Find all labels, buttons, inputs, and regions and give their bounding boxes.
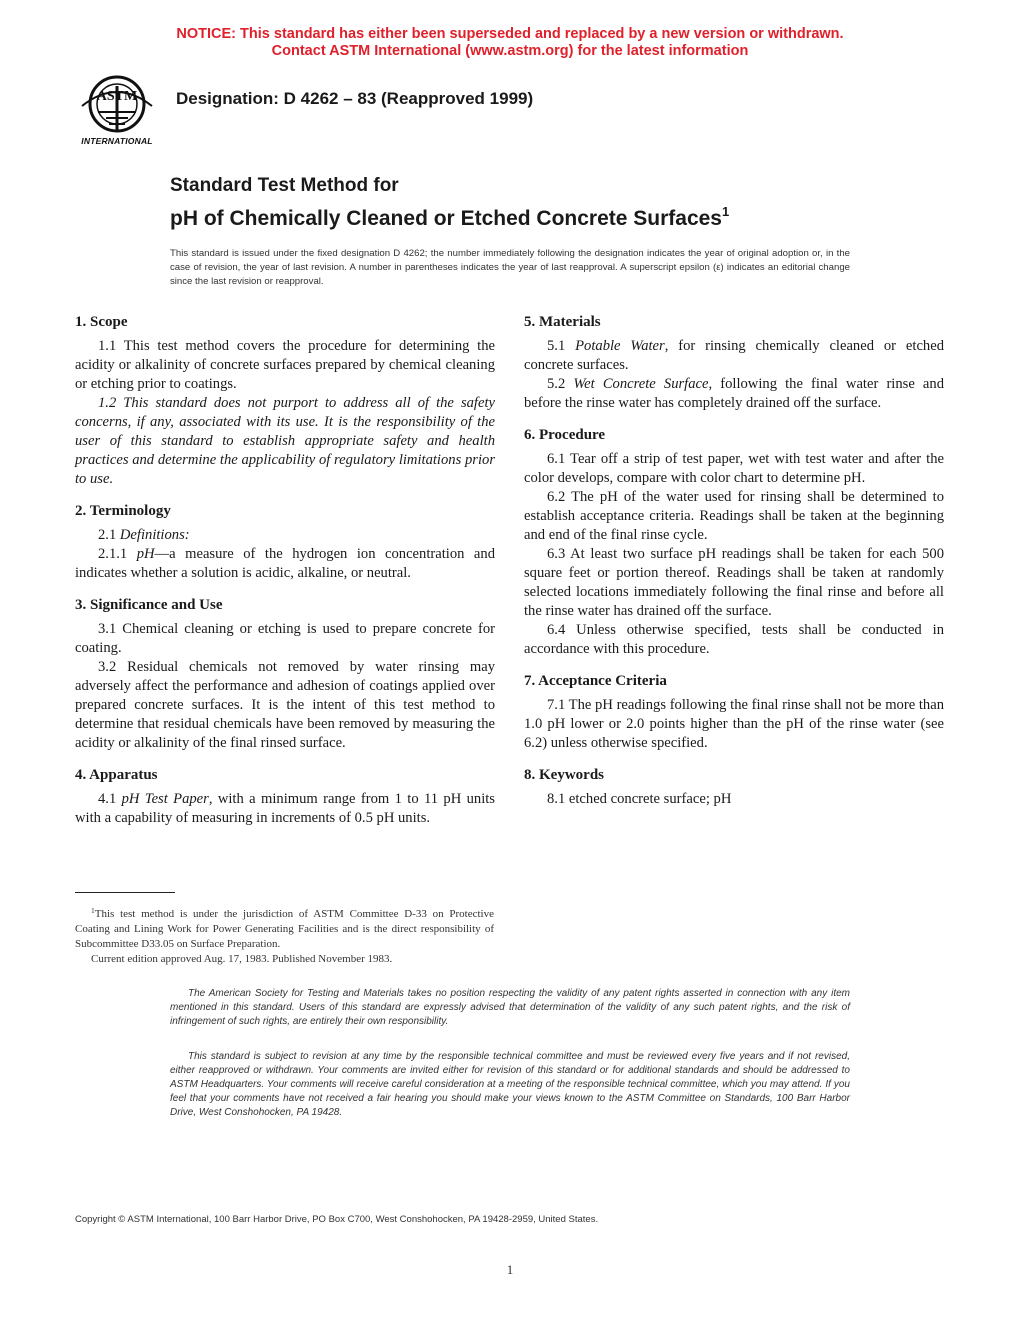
astm-logo [74,72,160,150]
footnote-ref: 1 [91,906,95,915]
paragraph-5-2-term: Wet Concrete Surface [573,376,709,392]
footnote-divider [75,892,175,893]
notice-line-2: Contact ASTM International (www.astm.org) for the latest information [271,43,749,59]
title-line-1: Standard Test Method for [170,175,399,196]
paragraph-1-1: 1.1 This test method covers the procedure for determining the acidity or alkalinity of concrete surfaces prepared by chemical cleaning or etching prior to coatings. [75,338,495,392]
title-footnote-ref: 1 [722,204,730,219]
section-heading-materials: 5. Materials [524,314,601,330]
paragraph-5-1 [524,337,944,375]
footnote-2: Current edition approved Aug. 17, 1983. Published November 1983. [91,953,393,965]
paragraph-8-1: 8.1 etched concrete surface; pH [547,791,732,807]
paragraph-6-3: 6.3 At least two surface pH readings shall be taken for each 500 square feet or portion thereof. Readings shall be taken at randomly selected locations immediately following the final rinse and before all the rinse water has drained off the surface. [524,546,944,619]
paragraph-2-1-1-num: 2.1.1 [98,546,137,562]
paragraph-1-2: 1.2 This standard does not purport to address all of the safety concerns, if any, associated with its use. It is the responsibility of the user of this standard to establish appropriate safety and health practices and determine the applicability of regulatory limitations prior to use. [75,395,495,487]
section-heading-significance: 3. Significance and Use [75,597,223,613]
paragraph-2-1 [75,526,495,545]
paragraph-2-1-1 [75,545,495,583]
logo-mark-letters: ASTM [96,89,138,104]
logo-international-text: INTERNATIONAL [81,136,153,146]
paragraph-5-2-num: 5.2 [547,376,574,392]
right-column [524,313,944,809]
paragraph-4-1-num: 4.1 [98,791,122,807]
footnote [75,903,494,967]
paragraph-3-1: 3.1 Chemical cleaning or etching is used to prepare concrete for coating. [75,621,495,656]
paragraph-5-2-text: , following the final water rinse and before the rinse water has completely drained off the surface. [524,376,944,411]
document-title [170,174,729,233]
footnote-1-text: This test method is under the jurisdiction of ASTM Committee D-33 on Protective Coating and Lining Work for Power Generating Facilities and is the direct responsibility of Subcommittee D33.05 on Surface Preparation. [75,908,494,950]
notice-banner [0,26,1020,60]
paragraph-2-1-1-text: —a measure of the hydrogen ion concentration and indicates whether a solution is acidic, alkaline, or neutral. [75,546,495,581]
paragraph-5-1-text: , for rinsing chemically cleaned or etched concrete surfaces. [524,338,944,373]
patent-disclaimer: The American Society for Testing and Materials takes no position respecting the validity of any patent rights asserted in connection with any item mentioned in this standard. Users of this standard are expressly advised that determination of the validity of any such patent rights, and the risk of infringement of such rights, are entirely their own responsibility. [170,988,850,1027]
section-heading-acceptance: 7. Acceptance Criteria [524,673,667,689]
notice-line-1: NOTICE: This standard has either been superseded and replaced by a new version or withdrawn. [176,26,844,42]
copyright: Copyright © ASTM International, 100 Barr Harbor Drive, PO Box C700, West Conshohocken, PA 19428-2959, United States. [75,1214,599,1225]
section-heading-terminology: 2. Terminology [75,503,171,519]
paragraph-2-1-1-term: pH [136,546,155,562]
paragraph-6-4: 6.4 Unless otherwise specified, tests shall be conducted in accordance with this procedure. [524,622,944,657]
paragraph-5-2 [524,375,944,413]
section-heading-procedure: 6. Procedure [524,427,606,443]
section-heading-keywords: 8. Keywords [524,767,604,783]
designation: Designation: D 4262 – 83 (Reapproved 1999) [176,89,534,108]
paragraph-5-1-term: Potable Water [575,338,665,354]
page-number: 1 [506,1262,514,1277]
title-line-2-text: pH of Chemically Cleaned or Etched Concrete Surfaces [170,207,722,230]
footnote-1 [75,903,494,952]
section-heading-scope: 1. Scope [75,314,128,330]
section-heading-apparatus: 4. Apparatus [75,767,158,783]
left-column [75,313,495,828]
paragraph-3-2: 3.2 Residual chemicals not removed by water rinsing may adversely affect the performance and adhesion of coatings applied over prepared concrete surfaces. It is the intent of this test method to determine that residual chemicals have been removed by measuring the acidity or alkalinity of the final rinsed surface. [75,659,495,751]
paragraph-2-1-term: Definitions: [119,527,190,543]
astm-logo-icon [74,72,160,136]
title-line-2 [170,198,729,233]
paragraph-7-1: 7.1 The pH readings following the final rinse shall not be more than 1.0 pH lower or 2.0 points higher than the pH of the rinse water (see 6.2) unless otherwise specified. [524,697,944,751]
paragraph-6-1: 6.1 Tear off a strip of test paper, wet with test water and after the color develops, compare with color chart to determine pH. [524,451,944,486]
paragraph-5-1-num: 5.1 [547,338,576,354]
paragraph-2-1-num: 2.1 [98,527,120,543]
paragraph-4-1-term: pH Test Paper [121,791,209,807]
paragraph-6-2: 6.2 The pH of the water used for rinsing shall be determined to establish acceptance criteria. Readings shall be taken at the beginning and end of the final rinse cycle. [524,489,944,543]
revision-disclaimer: This standard is subject to revision at any time by the responsible technical committee and must be reviewed every five years and if not revised, either reapproved or withdrawn. Your comments are invited either for revision of this standard or for additional standards and should be addressed to ASTM Headquarters. Your comments will receive careful consideration at a meeting of the responsible technical committee, which you may attend. If you feel that your comments have not received a fair hearing you should make your views known to the ASTM Committee on Standards, 100 Barr Harbor Drive, West Conshohocken, PA 19428. [170,1051,850,1118]
paragraph-4-1-text: , with a minimum range from 1 to 11 pH units with a capability of measuring in increments of 0.5 pH units. [75,791,495,826]
paragraph-4-1 [75,790,495,828]
intro-paragraph: This standard is issued under the fixed designation D 4262; the number immediately following the designation indicates the year of original adoption or, in the case of revision, the year of last revision. A number in parentheses indicates the year of last reapproval. A superscript epsilon (ε) indicates an editorial change since the last revision or reapproval. [170,248,850,287]
